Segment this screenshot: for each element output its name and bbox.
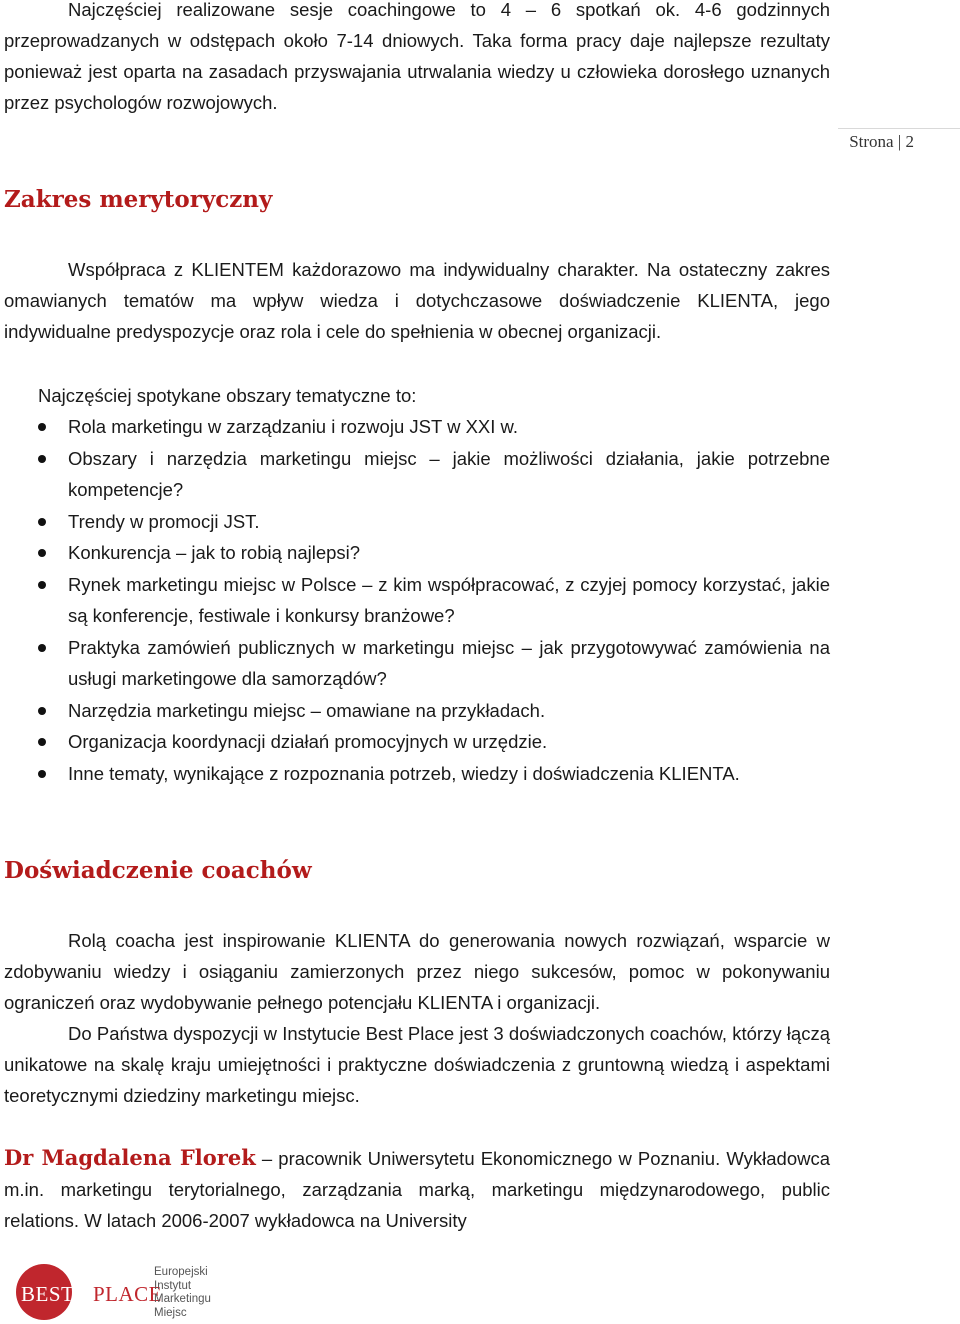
logo-place: PLACE [93, 1282, 163, 1306]
bullet-icon [38, 644, 46, 652]
author-name: Dr Magdalena Florek [4, 1145, 256, 1170]
bullet-icon [38, 549, 46, 557]
logo-subtitle: Europejski Instytut Marketingu Miejsc [154, 1266, 211, 1319]
list-item: Konkurencja – jak to robią najlepsi? [4, 537, 830, 569]
bullet-icon [38, 423, 46, 431]
list-item: Obszary i narzędzia marketingu miejsc – jakie możliwości działania, jakie potrzebne kompetencje? [4, 443, 830, 506]
list-item: Narzędzia marketingu miejsc – omawiane na przykładach. [4, 695, 830, 727]
bullet-icon [38, 770, 46, 778]
list-item: Rola marketingu w zarządzaniu i rozwoju JST w XXI w. [4, 411, 830, 443]
section-title-scope: Zakres merytoryczny [4, 186, 273, 213]
list-item: Rynek marketingu miejsc w Polsce – z kim współpracować, z czyjej pomocy korzystać, jakie są konferencje, festiwale i konkursy branżowe? [4, 569, 830, 632]
coach-role-paragraph: Rolą coacha jest inspirowanie KLIENTA do generowania nowych rozwiązań, wsparcie w zdobywaniu wiedzy i osiąganiu zamierzonych przez niego sukcesów, pomoc w pokonywaniu ograniczeń oraz wydobywanie pełnego potencjału KLIENTA i organizacji. [4, 930, 830, 1013]
section-title-experience: Doświadczenie coachów [4, 857, 312, 884]
bullet-icon [38, 518, 46, 526]
header-rule [838, 128, 960, 129]
topics-list [4, 411, 830, 789]
logo-best: BEST [21, 1282, 75, 1306]
scope-paragraph: Współpraca z KLIENTEM każdorazowo ma indywidualny charakter. Na ostateczny zakres omawianych tematów ma wpływ wiedza i dotychczasowe doświadczenie KLIENTA, jego indywidualne predyspozycje oraz rola i cele do spełnienia w obecnej organizacji. [4, 259, 830, 342]
best-place-logo [16, 1262, 276, 1324]
bullet-icon [38, 738, 46, 746]
list-item: Inne tematy, wynikające z rozpoznania potrzeb, wiedzy i doświadczenia KLIENTA. [4, 758, 830, 790]
author-description: – pracownik Uniwersytetu Ekonomicznego w Poznaniu. Wykładowca m.in. marketingu terytorialnego, zarządzania marką, marketingu międzynarodowego, public relations. W latach 2006-2007 wykładowca na University [4, 1148, 831, 1231]
bullet-icon [38, 581, 46, 589]
bullet-icon [38, 707, 46, 715]
list-item: Organizacja koordynacji działań promocyjnych w urzędzie. [4, 726, 830, 758]
scope-section [4, 254, 830, 789]
experience-section [4, 925, 830, 1236]
list-item: Trendy w promocji JST. [4, 506, 830, 538]
coaches-paragraph: Do Państwa dyspozycji w Instytucie Best Place jest 3 doświadczonych coachów, którzy łączą unikatowe na skalę kraju umiejętności i praktyczne doświadczenia z gruntowną wiedzą i aspektami teoretycznymi dziedziny marketingu miejsc. [4, 1023, 830, 1106]
page-number: Strona | 2 [849, 132, 914, 151]
list-item: Praktyka zamówień publicznych w marketingu miejsc – jak przygotowywać zamówienia na usługi marketingowe dla samorządów? [4, 632, 830, 695]
bullet-icon [38, 455, 46, 463]
intro-paragraph: Najczęściej realizowane sesje coachingowe to 4 – 6 spotkań ok. 4-6 godzinnych przeprowadzanych w odstępach około 7-14 dniowych. Taka forma pracy daje najlepsze rezultaty ponieważ jest oparta na zasadach przyswajania utrwalania wiedzy u człowieka dorosłego uznanych przez psychologów rozwojowych. [4, 0, 830, 113]
author-paragraph [4, 1142, 830, 1236]
topics-intro: Najczęściej spotykane obszary tematyczne to: [38, 385, 417, 406]
